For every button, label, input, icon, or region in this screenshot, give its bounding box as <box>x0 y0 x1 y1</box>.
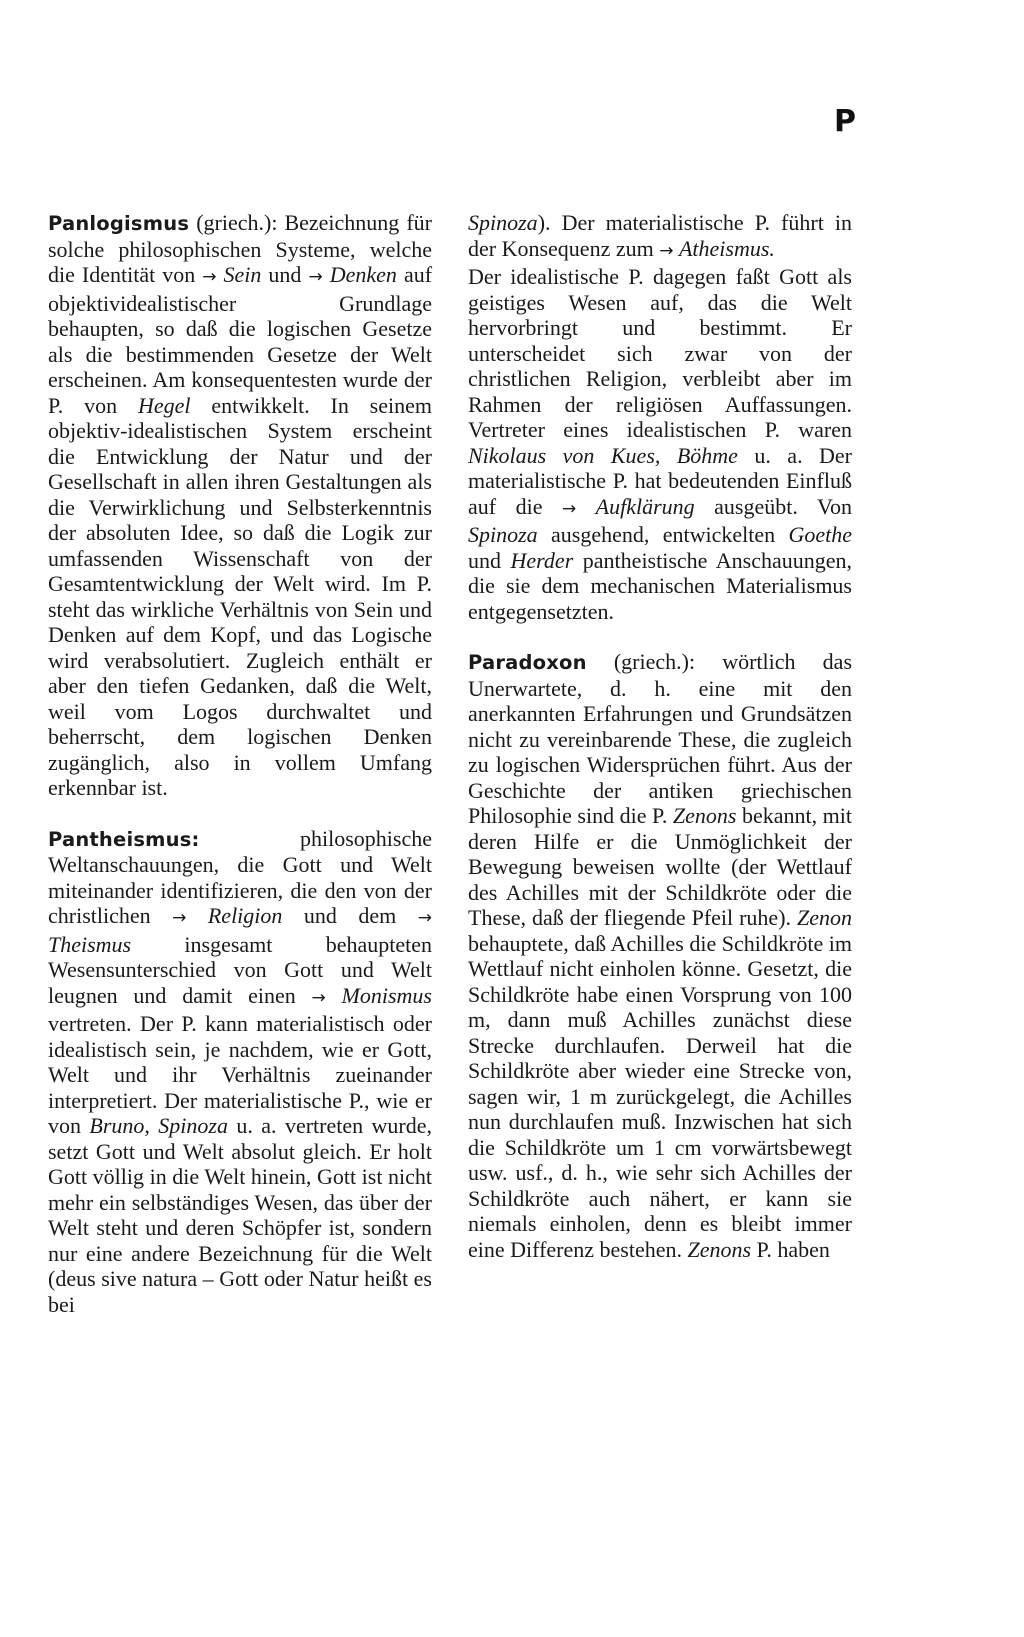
person-name: Herder <box>510 547 574 573</box>
entry-panlogismus <box>48 210 432 801</box>
cross-reference-link[interactable]: Sein <box>223 262 262 287</box>
entry-pantheismus-paragraph-2 <box>468 264 852 624</box>
cross-reference-arrow-icon: → <box>172 908 187 928</box>
person-name: Hegel <box>137 392 191 418</box>
entry-text: (griech.): Bezeichnung für solche philosophischen Systeme, welche die Identität von <box>48 210 432 287</box>
entry-text: pantheistische Anschauungen, die sie dem mechanischen Materialismus entgegensetzten. <box>468 547 852 624</box>
person-name: Nikolaus von Kues, Böhme <box>468 442 738 468</box>
cross-reference-link[interactable]: Denken <box>329 262 397 287</box>
person-name: Goethe <box>788 522 852 547</box>
entry-text: Der idealistische P. dagegen faßt Gott als geistiges Wesen auf, das die Welt hervorbringt und bestimmt. Er unterscheidet sich zwar von der christlichen Religion, verbleibt aber im Rahmen der religiösen Auffassungen. Vertreter eines idealistischen P. waren <box>468 264 852 442</box>
person-name: Zenons <box>687 1236 752 1262</box>
entry-text: und <box>468 547 511 573</box>
cross-reference-link[interactable]: Atheismus. <box>678 235 775 261</box>
entry-text: (griech.): wörtlich das Unerwartete, d. h. eine mit den anerkannten Erfahrungen und Grundsätzen nicht zu vereinbarende These, die zugleich zu logischen Widersprüchen führt. Aus der Geschichte der antiken griechischen Philosophie sind die P. <box>468 649 852 828</box>
cross-reference-link[interactable]: Aufklärung <box>595 493 695 519</box>
cross-reference-link[interactable]: Monismus <box>341 982 432 1008</box>
entry-text: philosophische Weltanschauungen, die Gott und Welt miteinander identifizieren, die den von der christlichen <box>48 825 432 928</box>
entry-text: u. a. vertreten wurde, setzt Gott und Welt absolut gleich. Er holt Gott völlig in die Welt hinein, Gott ist nicht mehr ein selbständiges Wesen, das über der Welt steht und deren Schöpfer ist, sondern nur eine andere Bezeichnung für die Welt (deus sive natura – Gott oder Natur heißt es bei <box>48 1113 432 1317</box>
right-column <box>468 210 852 1262</box>
left-column <box>48 210 432 1317</box>
entry-text: behauptete, daß Achilles die Schildkröte im Wettlauf nicht einholen könne. Gesetzt, die Schildkröte habe einen Vorsprung von 100 m, dann muß Achilles zunächst diese Strecke durchlaufen. Derweil hat die Schildkröte aber wieder eine Strecke von, sagen wir, 1 m zurückgelegt, die Achilles nun durchlaufen muß. Inzwischen hat sich die Schildkröte um 1 cm vorwärtsbewegt usw. usf., d. h., wie sehr sich Achilles der Schildkröte auch nähert, er kann sie niemals einholen, denn es bleibt immer eine Differenz bestehen. <box>468 930 852 1262</box>
person-name: Bruno, Spinoza <box>89 1113 228 1138</box>
entry-paradoxon <box>468 649 852 1262</box>
entry-text: ausgehend, entwickelten <box>537 522 789 547</box>
cross-reference-arrow-icon: → <box>308 267 323 287</box>
entry-text: ). Der materialistische P. führt in der Konsequenz zum <box>468 210 852 261</box>
entry-text: entwikkelt. In seinem objektiv-idealistischen System erscheint die Entwicklung der Natur und der Gesellschaft in allen ihren Gestaltungen als die Verwirklichung und Selbsterkenntnis der absoluten Idee, so daß die Logik zur umfassenden Wissenschaft von der Gesamtentwicklung der Welt wird. Im P. steht das wirkliche Verhältnis von Sein und Denken auf dem Kopf, und das Logische wird verabsolutiert. Zugleich enthält er aber den tiefen Gedanken, daß die Welt, weil vom Logos durchwaltet und beherrscht, dem logischen Denken zugänglich, also in vollem Umfang erkennbar ist. <box>48 392 433 800</box>
person-name: Zenons <box>672 803 737 828</box>
person-name: Spinoza <box>468 210 538 235</box>
entry-pantheismus <box>48 826 432 1318</box>
cross-reference-arrow-icon: → <box>561 498 577 519</box>
entry-term: Paradoxon <box>468 651 587 674</box>
entry-term: Pantheismus: <box>48 827 200 851</box>
entry-text: P. haben <box>751 1236 830 1262</box>
entry-term: Panlogismus <box>48 212 190 235</box>
cross-reference-arrow-icon: → <box>202 267 217 287</box>
entry-text: u. a. Der materialistische P. hat bedeutenden Einfluß auf die <box>468 442 852 519</box>
entry-pantheismus-continued <box>468 210 852 264</box>
entry-text: vertreten. Der P. kann materialistisch oder idealistisch sein, je nachdem, wie er Gott, Welt und ihr Verhältnis zueinander interpretiert. Der materialistische P., wie er von <box>48 1011 432 1138</box>
entry-text: insgesamt behaupteten Wesensunterschied von Gott und Welt leugnen und damit einen <box>48 931 432 1008</box>
entry-text: und <box>261 262 309 287</box>
cross-reference-link[interactable]: Theismus <box>48 931 132 957</box>
cross-reference-arrow-icon: → <box>659 240 674 261</box>
person-name: Zenon <box>797 905 852 930</box>
entry-text: auf objektividealistischer Grundlage behaupten, so daß die logischen Gesetze als die bestimmenden Gesetze der Welt erscheinen. Am konsequentesten wurde der P. von <box>48 262 433 418</box>
cross-reference-arrow-icon: → <box>417 908 432 928</box>
cross-reference-link[interactable]: Religion <box>207 903 283 928</box>
entry-text: bekannt, mit deren Hilfe er die Unmöglichkeit der Bewegung beweisen wollte (der Wettlauf des Achilles mit der Schildkröte oder die These, daß der fliegende Pfeil ruhe). <box>468 803 852 930</box>
entry-text: und dem <box>282 903 418 928</box>
section-letter: P <box>834 104 856 139</box>
cross-reference-arrow-icon: → <box>311 987 326 1008</box>
entry-text: ausgeübt. Von <box>694 493 852 519</box>
person-name: Spinoza <box>468 522 538 547</box>
